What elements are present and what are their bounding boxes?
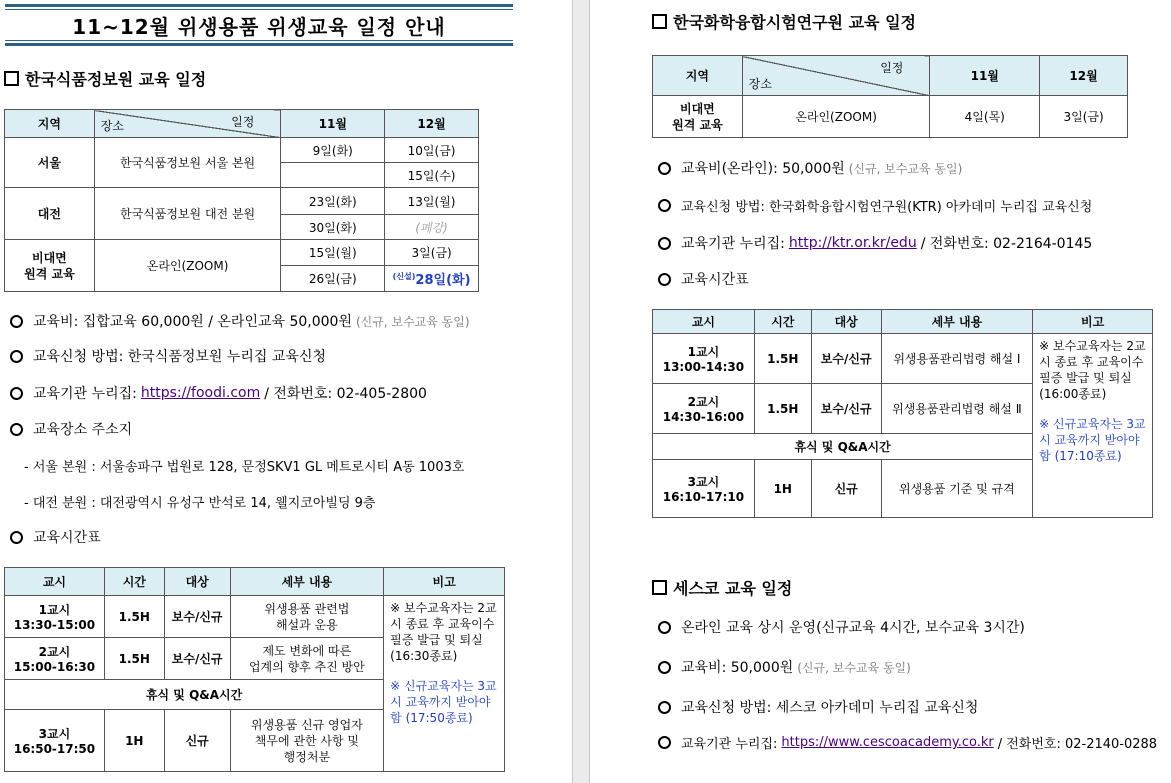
page-title-text: 11~12월 위생용품 위생교육 일정 안내 [72,14,446,39]
circle-bullet-icon [10,423,23,436]
fee-note: (신규, 보수교육 동일) [797,660,911,675]
date-cell: 15일(월) [281,240,385,266]
fee-line [10,311,470,331]
site-link[interactable]: https://foodi.com [140,385,261,401]
hours-cell: 1.5H [104,596,164,638]
date-cell: 15일(수) [385,163,479,188]
ktr-fee-line [658,158,962,178]
hours-cell: 1.5H [754,384,811,434]
section-title-ktr-text: 한국화학융합시험연구원 교육 일정 [673,13,916,32]
hours-cell: 1H [104,710,164,772]
date-cell: 4일(목) [930,96,1040,138]
circle-bullet-icon [658,237,671,250]
period-cell: 3교시 16:10-17:10 [653,460,755,518]
apply-text: 교육신청 방법: 한국화학융합시험연구원(KTR) 아카데미 누리집 교육신청 [681,200,1093,215]
site-link[interactable]: http://ktr.or.kr/edu [788,235,917,251]
table-header: 지역 [5,110,95,138]
ktr-apply-line [658,196,1092,215]
note-retraining: ※ 보수교육자는 2교시 종료 후 교육이수 필증 발급 및 퇴실 (16:00종료) [1039,339,1146,401]
address-seoul: - 서울 본원 : 서울송파구 법원로 128, 문정SKV1 GL 메트로시티 A동 1003호 [24,460,465,475]
circle-bullet-icon [10,387,23,400]
section-title-kfi-text: 한국식품정보원 교육 일정 [25,70,207,89]
table-header-diagonal [742,56,930,96]
apply-text: 교육신청 방법: 세스코 아카데미 누리집 교육신청 [681,700,979,716]
place-cell: 온라인(ZOOM) [742,96,930,138]
content-cell: 위생용품관리법령 해설 Ⅰ [881,334,1033,384]
site-link[interactable]: https://www.cescoacademy.co.kr [781,735,994,750]
content-cell: 위생용품 신규 영업자 책무에 관한 사항 및 행정처분 [230,710,384,772]
period-cell: 1교시 13:30-15:00 [5,596,105,638]
table-header: 교시 [653,310,755,334]
table-header: 시간 [104,568,164,596]
note-cell [1033,334,1153,518]
section-title-kfi [4,67,206,90]
date-cell: 3일(금) [1040,96,1128,138]
circle-bullet-icon [658,199,671,212]
period-cell: 2교시 15:00-16:30 [5,638,105,680]
place-cell: 한국식품정보원 대전 분원 [94,188,281,240]
hours-cell: 1.5H [754,334,811,384]
date-cell: 10일(금) [385,138,479,163]
site-label: 교육기관 누리집: [681,236,785,252]
circle-bullet-icon [10,531,23,544]
cesco-apply-line [658,697,978,717]
note-new: ※ 신규교육자는 3교시 교육까지 받아야 함 (17:50종료) [390,679,497,725]
cesco-online-text: 온라인 교육 상시 운영(신규교육 4시간, 보수교육 3시간) [681,620,1025,636]
fee-text: 교육비(온라인): 50,000원 [681,161,845,177]
address-title-line [10,419,132,439]
circle-bullet-icon [658,736,671,749]
header-place: 장소 [748,77,772,91]
section-title-cesco [652,576,792,599]
date-cell: 26일(금) [281,266,385,292]
target-cell: 신규 [811,460,881,518]
date-cell: 9일(화) [281,138,385,163]
section-title-ktr [652,10,916,33]
region-cell: 비대면 원격 교육 [5,240,95,292]
break-row: 휴식 및 Q&A시간 [5,680,384,710]
header-date: 일정 [231,115,255,129]
cancelled-cell: (폐강) [385,215,479,240]
timetable-title: 교육시간표 [33,530,101,546]
timetable-title: 교육시간표 [681,272,749,288]
empty-cell [281,163,385,188]
table-header: 12월 [385,110,479,138]
table-header: 세부 내용 [881,310,1033,334]
kfi-schedule-table [4,109,479,292]
circle-bullet-icon [658,701,671,714]
new-date: 28일(화) [415,273,471,288]
table-header: 11월 [930,56,1040,96]
site-line [10,383,427,403]
target-cell: 보수/신규 [811,334,881,384]
content-cell: 위생용품 관련법 해설과 운용 [230,596,384,638]
apply-line [10,346,326,366]
content-cell: 위생용품 기준 및 규격 [881,460,1033,518]
new-date-cell [385,266,479,292]
header-date: 일정 [880,61,904,75]
fee-note: (신규, 보수교육 동일) [356,314,470,329]
target-cell: 보수/신규 [811,384,881,434]
note-new: ※ 신규교육자는 3교시 교육까지 받아야 함 (17:10종료) [1039,417,1146,463]
period-cell: 3교시 16:50-17:50 [5,710,105,772]
target-cell: 보수/신규 [164,638,230,680]
circle-bullet-icon [658,273,671,286]
hours-cell: 1.5H [104,638,164,680]
period-cell: 1교시 13:00-14:30 [653,334,755,384]
circle-bullet-icon [658,621,671,634]
ktr-site-line [658,233,1092,253]
table-header: 시간 [754,310,811,334]
circle-bullet-icon [658,661,671,674]
date-cell: 23일(화) [281,188,385,215]
note-cell [384,596,505,772]
table-header: 지역 [653,56,743,96]
site-label: 교육기관 누리집: [681,737,778,752]
fee-note: (신규, 보수교육 동일) [848,161,963,176]
circle-bullet-icon [10,350,23,363]
table-header: 대상 [811,310,881,334]
page-gap [572,0,590,783]
table-header: 비고 [1033,310,1153,334]
kfi-timetable [4,567,505,772]
new-tag: (신설) [392,272,416,281]
target-cell: 신규 [164,710,230,772]
table-header: 세부 내용 [230,568,384,596]
apply-text: 교육신청 방법: 한국식품정보원 누리집 교육신청 [33,349,326,365]
circle-bullet-icon [658,162,671,175]
table-header: 12월 [1040,56,1128,96]
header-place: 장소 [100,119,124,133]
address-title: 교육장소 주소지 [33,422,133,438]
checkbox-icon [652,580,667,595]
break-row: 휴식 및 Q&A시간 [653,434,1033,460]
hours-cell: 1H [754,460,811,518]
address-daejeon: - 대전 분원 : 대전광역시 유성구 반석로 14, 웰지코아빌딩 9층 [24,496,376,511]
ktr-timetable [652,309,1153,518]
cesco-online-line [658,617,1025,637]
timetable-title-line [10,527,101,547]
region-cell: 대전 [5,188,95,240]
table-header: 11월 [281,110,385,138]
table-header: 교시 [5,568,105,596]
region-cell: 서울 [5,138,95,188]
table-header-diagonal [94,110,281,138]
fee-text: 교육비: 집합교육 60,000원 / 온라인교육 50,000원 [33,314,352,330]
region-cell: 비대면 원격 교육 [653,96,743,138]
ktr-schedule-table [652,55,1128,138]
checkbox-icon [4,71,19,86]
cesco-site-line [658,733,1157,752]
site-phone: / 전화번호: 02-2164-0145 [920,236,1093,252]
site-phone: / 전화번호: 02-2140-0288 [997,737,1158,752]
period-cell: 2교시 14:30-16:00 [653,384,755,434]
page-title [5,4,513,46]
cesco-fee-line [658,657,911,677]
ktr-timetable-title-line [658,269,749,289]
table-header: 대상 [164,568,230,596]
fee-text: 교육비: 50,000원 [681,660,794,676]
content-cell: 위생용품관리법령 해설 Ⅱ [881,384,1033,434]
site-label: 교육기관 누리집: [33,386,137,402]
target-cell: 보수/신규 [164,596,230,638]
site-phone: / 전화번호: 02-405-2800 [264,386,427,402]
note-retraining: ※ 보수교육자는 2교시 종료 후 교육이수 필증 발급 및 퇴실 (16:30종료) [390,601,497,663]
content-cell: 제도 변화에 따른 업계의 향후 추진 방안 [230,638,384,680]
section-title-cesco-text: 세스코 교육 일정 [673,579,793,598]
place-cell: 온라인(ZOOM) [94,240,281,292]
table-header: 비고 [384,568,505,596]
place-cell: 한국식품정보원 서울 본원 [94,138,281,188]
circle-bullet-icon [10,315,23,328]
date-cell: 30일(화) [281,215,385,240]
date-cell: 3일(금) [385,240,479,266]
checkbox-icon [652,14,667,29]
date-cell: 13일(월) [385,188,479,215]
